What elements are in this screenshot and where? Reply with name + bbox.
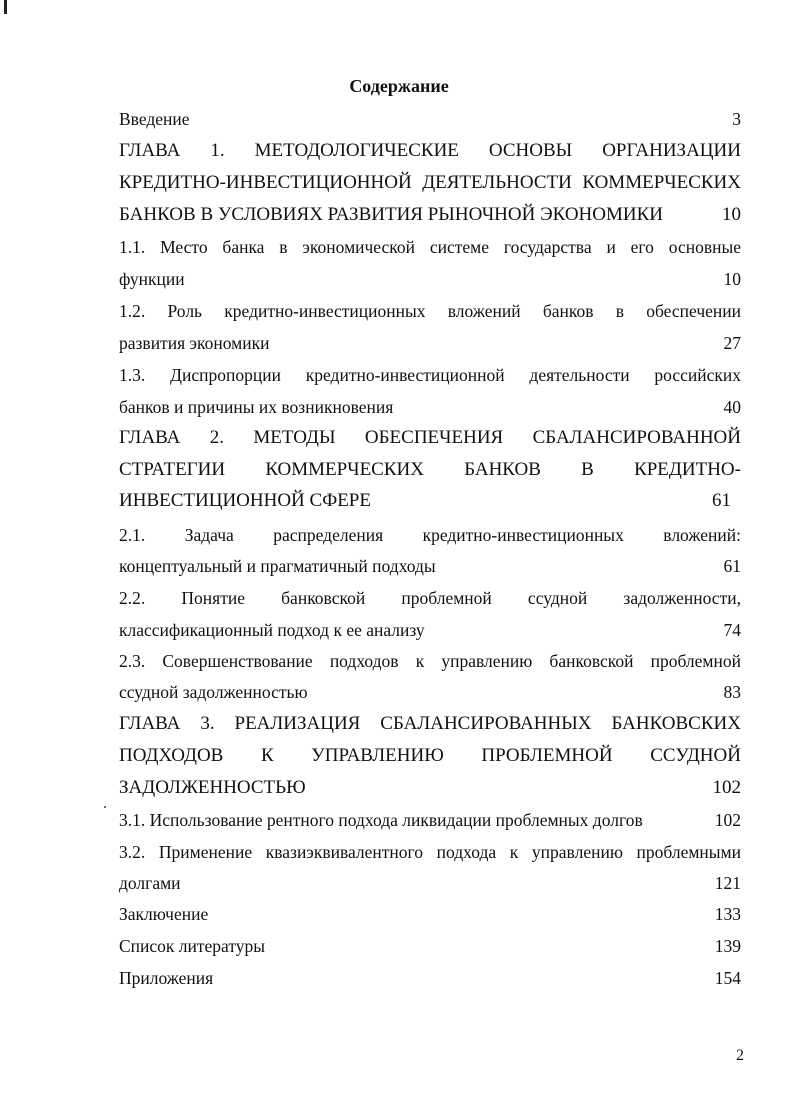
toc-chapter-1-line-2: КРЕДИТНО-ИНВЕСТИЦИОННОЙ ДЕЯТЕЛЬНОСТИ КОММЕРЧЕСКИХ: [119, 172, 741, 193]
toc-entry-text: ссудной задолженностью: [119, 682, 308, 702]
word: СБАЛАНСИРОВАННОЙ: [532, 427, 741, 448]
toc-entry-text: функции: [119, 269, 185, 289]
toc-entry-text: Введение: [119, 109, 190, 129]
toc-entry-text: Заключение: [119, 904, 209, 924]
word: проблемной: [401, 588, 492, 608]
toc-entry-page: 61: [712, 490, 731, 511]
word: 2.1.: [119, 525, 146, 545]
scan-mark: [4, 0, 7, 14]
word: БАНКОВ: [464, 459, 541, 480]
toc-section-2-3-line-2: [119, 682, 741, 702]
toc-entry-page: 154: [714, 968, 741, 988]
word: В: [581, 459, 594, 480]
toc-entry-page: 10: [722, 204, 741, 225]
word: 2.2.: [119, 588, 146, 608]
toc-section-2-1-line-2: [119, 556, 741, 576]
toc-section-2-2-line-2: [119, 620, 741, 640]
word: КОММЕРЧЕСКИХ: [265, 459, 424, 480]
toc-section-3-1: [119, 810, 741, 830]
word: кредитно-инвестиционных: [422, 525, 624, 545]
word: ОСНОВЫ: [488, 140, 573, 161]
word: МЕТОДЫ: [253, 427, 336, 448]
word: задолженности,: [623, 588, 741, 608]
toc-entry-references: [119, 936, 741, 956]
toc-entry-text: Приложения: [119, 968, 214, 988]
toc-entry-page: 83: [723, 682, 741, 702]
word: ПОДХОДОВ: [119, 745, 224, 766]
toc-entry-text: классификационный подход к ее анализу: [119, 620, 425, 640]
toc-title: Содержание: [349, 76, 449, 96]
word: РЕАЛИЗАЦИЯ: [234, 713, 361, 734]
toc-entry-page: 121: [714, 873, 741, 893]
toc-section-1-3-line-1: 1.3. Диспропорции кредитно-инвестиционной деятельности российских: [119, 365, 741, 385]
word: МЕТОДОЛОГИЧЕСКИЕ: [254, 140, 459, 161]
word: СБАЛАНСИРОВАННЫХ: [380, 713, 592, 734]
toc-entry-text: ИНВЕСТИЦИОННОЙ СФЕРЕ: [119, 490, 371, 511]
word: ГЛАВА: [119, 140, 181, 161]
toc-entry-conclusion: [119, 904, 741, 924]
toc-section-1-1-line-2: [119, 269, 741, 289]
toc-chapter-2-line-1: [119, 428, 741, 448]
word: ССУДНОЙ: [650, 745, 741, 766]
toc-section-3-2-line-1: 3.2. Применение квазиэквивалентного подхода к управлению проблемными: [119, 842, 741, 862]
word: УПРАВЛЕНИЮ: [311, 745, 444, 766]
toc-section-1-3-line-2: [119, 397, 741, 417]
toc-section-1-2-line-1: 1.2. Роль кредитно-инвестиционных вложений банков в обеспечении: [119, 301, 741, 321]
toc-section-2-1-line-1: [119, 525, 741, 545]
toc-chapter-2-line-3: [119, 491, 731, 511]
toc-section-2-3-line-1: 2.3. Совершенствование подходов к управлению банковской проблемной: [119, 651, 741, 671]
word: ОБЕСПЕЧЕНИЯ: [364, 427, 504, 448]
toc-chapter-1-line-3: [119, 205, 741, 225]
toc-entry-text: БАНКОВ В УСЛОВИЯХ РАЗВИТИЯ РЫНОЧНОЙ ЭКОНОМИКИ: [119, 204, 663, 225]
scan-dot: [104, 806, 106, 808]
toc-entry-text: Список литературы: [119, 936, 266, 956]
toc-entry-text: 3.1. Использование рентного подхода ликвидации проблемных долгов: [119, 810, 643, 830]
page-number: 2: [736, 1047, 744, 1064]
word: 3.: [200, 713, 215, 734]
toc-entry-page: 40: [723, 397, 741, 417]
toc-entry-page: 27: [723, 333, 741, 353]
word: Задача: [184, 525, 234, 545]
toc-entry-appendices: [119, 968, 741, 988]
toc-section-2-2-line-1: [119, 588, 741, 608]
toc-entry-intro: [119, 109, 741, 129]
toc-entry-page: 133: [714, 904, 741, 924]
toc-chapter-1-line-1: [119, 141, 741, 161]
toc-chapter-3-line-2: [119, 746, 741, 766]
toc-entry-page: 74: [723, 620, 741, 640]
toc-entry-page: 3: [732, 109, 741, 129]
word: ГЛАВА: [119, 713, 181, 734]
toc-chapter-3-line-3: [119, 778, 741, 798]
word: ГЛАВА: [119, 427, 181, 448]
toc-section-3-2-line-2: [119, 873, 741, 893]
toc-section-1-1-line-1: 1.1. Место банка в экономической системе государства и его основные: [119, 237, 741, 257]
word: ОРГАНИЗАЦИИ: [602, 140, 741, 161]
word: ссудной: [527, 588, 588, 608]
toc-entry-page: 139: [714, 936, 741, 956]
toc-entry-page: 102: [714, 810, 741, 830]
word: вложений:: [663, 525, 741, 545]
word: 2.: [209, 427, 224, 448]
toc-entry-page: 102: [712, 777, 741, 798]
toc-entry-text: долгами: [119, 873, 181, 893]
word: 1.: [210, 140, 225, 161]
toc-entry-text: банков и причины их возникновения: [119, 397, 394, 417]
word: Понятие: [181, 588, 245, 608]
toc-entry-page: 10: [723, 269, 741, 289]
toc-section-1-2-line-2: [119, 333, 741, 353]
word: СТРАТЕГИИ: [119, 459, 226, 480]
word: БАНКОВСКИХ: [611, 713, 741, 734]
toc-entry-text: концептуальный и прагматичный подходы: [119, 556, 436, 576]
word: КРЕДИТНО-: [634, 459, 741, 480]
word: ПРОБЛЕМНОЙ: [481, 745, 613, 766]
toc-chapter-3-line-1: [119, 714, 741, 734]
word: К: [260, 745, 274, 766]
word: банковской: [281, 588, 366, 608]
word: распределения: [273, 525, 384, 545]
toc-chapter-2-line-2: [119, 460, 741, 480]
toc-entry-page: 61: [723, 556, 741, 576]
toc-entry-text: ЗАДОЛЖЕННОСТЬЮ: [119, 777, 306, 798]
toc-entry-text: развития экономики: [119, 333, 270, 353]
